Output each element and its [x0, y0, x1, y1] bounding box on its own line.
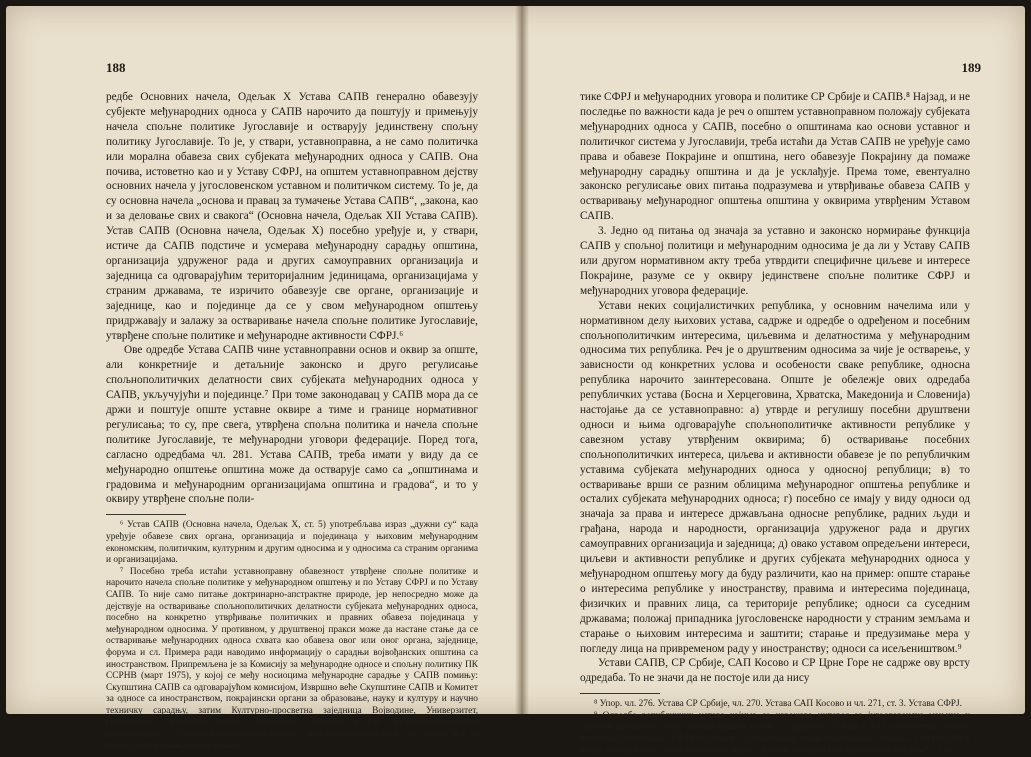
page-number: 188 [106, 60, 126, 75]
paragraph: Устави неких социјалистичких република, у основним начелима или у нормативном делу њихових устава, садрже и одредбе о одређеном и посебним спољнополитичким интересима, циљевима и делатностима у међународним односима тих република. Реч је о друштвеним односима за чије је остварење, у зависности од конкретних услова и особености сваке републике, односна република нарочито заинтересована. Опште је обележје ових одредаба републичких устава (Босна и Херцеговина, Хрватска, Македонија и Словенија) настојање да се уставноправно: а) утврде и регулишу посебни друштвени односи и њима одговарајуће спољнополитичке активности републике у савезном уставу утврђеним оквирима; б) остваривање посебних спољнополитичких интереса, циљева и активности обавезе је по републичким уставима субјеката међународних односа у односној републици; в) то остваривање врши се разним облицима међународног општења републике и осталих субјеката међународних односа; г) посебно се имају у виду односи од значаја за права и интересе држављана односне републике, радних људи и грађана, народа и народности, организација удруженог рада и других самоуправних организација и заједница; д) овако уставом опредељени интереси, циљеви и активности републике и других субјеката међународних односа у међународном општењу могу да буду различити, као на пример: опште старање о интересима републике у иностранству, правима и интересима појединаца, физичких и правних лица, са територије републике; односи са суседним државама; положај припадника југословенске народности у страним земљама и старање о њиховим интересима и заштити; старање и предузимање мера у погледу лица на привременом раду у иностранству; односи са исељеништвом.⁹ [580, 299, 970, 655]
paragraph: 3. Једно од питања од значаја за уставно и законско нормирање функција САПВ у спољној политици и међународним односима је да ли у Уставу САПВ или другом нормативном акту треба утврдити специфичне циљеве и интересе Покрајине, разуме се у оквиру јединствене спољне политике СФРЈ и међународних уговора федерације. [580, 225, 970, 297]
left-page-footnotes [106, 520, 478, 752]
right-page-footnotes [580, 699, 970, 757]
left-page [6, 6, 518, 751]
footnote-rule [580, 693, 660, 694]
left-page-column [106, 90, 478, 752]
right-page-column [580, 90, 970, 757]
footnote: ⁹ Одредбе републичких устава којима се изражава интерес за југословенске мањине у страним државама имају уставноправни основ у одредбама Устава СФРЈ о начелима спољне политике Југославије (СФРЈ се залаже „за поштовање права националних мањина, укључујући и права делова народа Југославије који живе у другим земљама као националне мањине“). То је [580, 710, 970, 756]
footnote: ⁶ Устав САПВ (Основна начела, Одељак X, ст. 5) употребљава израз „дужни су“ када уређује обавезе свих органа, организација и појединаца у њиховим међународним економским, политичким, културним и другим односима и у односима са страним органима и организацијама. [106, 520, 478, 566]
page-number: 189 [961, 60, 981, 75]
right-page [528, 6, 1025, 756]
paragraph: тике СФРЈ и међународних уговора и политике СР Србије и САПВ.⁸ Најзад, и не последње по важности када је реч о општем уставноправном положају субјеката међународних односа у САПВ, посебно о општинама као основи уставног и политичког система у Југославији, треба истаћи да Устав САПВ не уређује само права и обавезе Покрајине и општина, него обавезује Покрајину да помаже међународну сарадњу општина и да је усклађује. Према томе, евентуално законско регулисање ових питања подразумева и утврђивање обавеза САПВ у остваривању међународног општења општина у оквирима утврђеним Уставом САПВ. [580, 91, 970, 223]
paragraph: редбе Основних начела, Одељак X Устава САПВ генерално обавезују субјекте међународних односа у САПВ нарочито да поштују и примењују начела спољне политике Југославије и остварују јединствену спољну политику Југославије. То је, у ствари, уставноправна, а не само политичка или морална обавеза свих субјеката међународних односа у САПВ. Она почива, истоветно као и у Уставу СФРЈ, на општем уставноправном дејству основних начела у југословенском уставном и политичком систему. То је, да су основна начела „основа и правац за тумачење Устава САПВ“, „закона, као и за деловање свих и свакога“ (Основна начела, Одељак XII Устава САПВ). Устав САПВ (Основна начела, Одељак X) посебно уређује и, у ствари, истиче да САПВ подстиче и усмерава међународну сарадњу општина, организација удруженог рада и других самоуправних организација и заједница са одговарајућим територијалним јединицама, организацијама у страним државама, те изричито обавезује све органе, организације и заједнице, као и појединце да се у свом међународном општењу придржавају и залажу за остваривање начела спољне политике Југославије, утврђене спољне политике и међународне активности СФРЈ.⁶ [106, 91, 478, 342]
left-page-body [106, 90, 478, 507]
footnote: ⁷ Посебно треба истаћи уставноправну обавезност утврђене спољне политике и нарочито начела спољне политике у међународном општењу и по Уставу СФРЈ и по Уставу САПВ. То није само питање доктринарно-апстрактне природе, јер непосредно може да дејствује на остваривање спољнополитичких делатности субјеката међународних односа, посебно на конкретно утврђивање политичких и правних обавеза појединаца у међународном односима. У противном, у друштвеној пракси може да настане стање да се остваривање међународних односа схвата као обавеза овог или оног органа, заједнице, форума и сл. Примера ради наводимо информацију о сарадњи војвођанских општина са иностранством. Припремљена је за Комисију за међународне односе и спољну политику ПК ССРНВ (март 1975), у којој се међу носиоцима међународне сарадње у САПВ помињу: Скупштина САПВ са одговарајућом комисијом, Извршно веће Скупштине САПВ и Комитет за односе са иностранством, покрајински органи за образовање, науку и културу и научно техничку сарадњу, затим Културно-просветна заједница Војводине, Универзитет, Покрајинска привредна комора, интересне заједнице и све друштвено-политичке организације. — Уочавање обавеза појединаца у међународном општењу од значаја је и за праксу остваривања самоуправне. [106, 566, 478, 751]
paragraph: Ове одредбе Устава САПВ чине уставноправни основ и оквир за опште, али конкретније и детаљније законско и друго регулисање спољнополитичких делатности свих субјеката међународних односа у САПВ, укључујући и појединце.⁷ При томе законодавац у САПВ мора да се држи и поштује опште уставне оквире а тиме и границе нормативног регулисања; то су, пре свега, утврђена спољна политика и начела спољне политике Југославије, те међународни уговори федерације. Поред тога, сагласно одредбама чл. 281. Устава САПВ, треба имати у виду да се међународно општење општина може да остварује само са „општинама и градовима и међународним организацијама општина и градова“, и то у оквиру утврђене спољне поли- [106, 344, 478, 506]
book-spread [6, 6, 1025, 756]
footnote: ⁸ Упор. чл. 276. Устава СР Србије, чл. 270. Устава САП Косово и чл. 271, ст. 3. Устава СФРЈ. [594, 699, 963, 710]
footnote-rule [106, 514, 186, 515]
right-page-body [580, 90, 970, 686]
paragraph: Устави САПВ, СР Србије, САП Косово и СР Црне Горе не садрже ову врсту одредаба. То не значи да не постоје или да нису [580, 657, 970, 685]
